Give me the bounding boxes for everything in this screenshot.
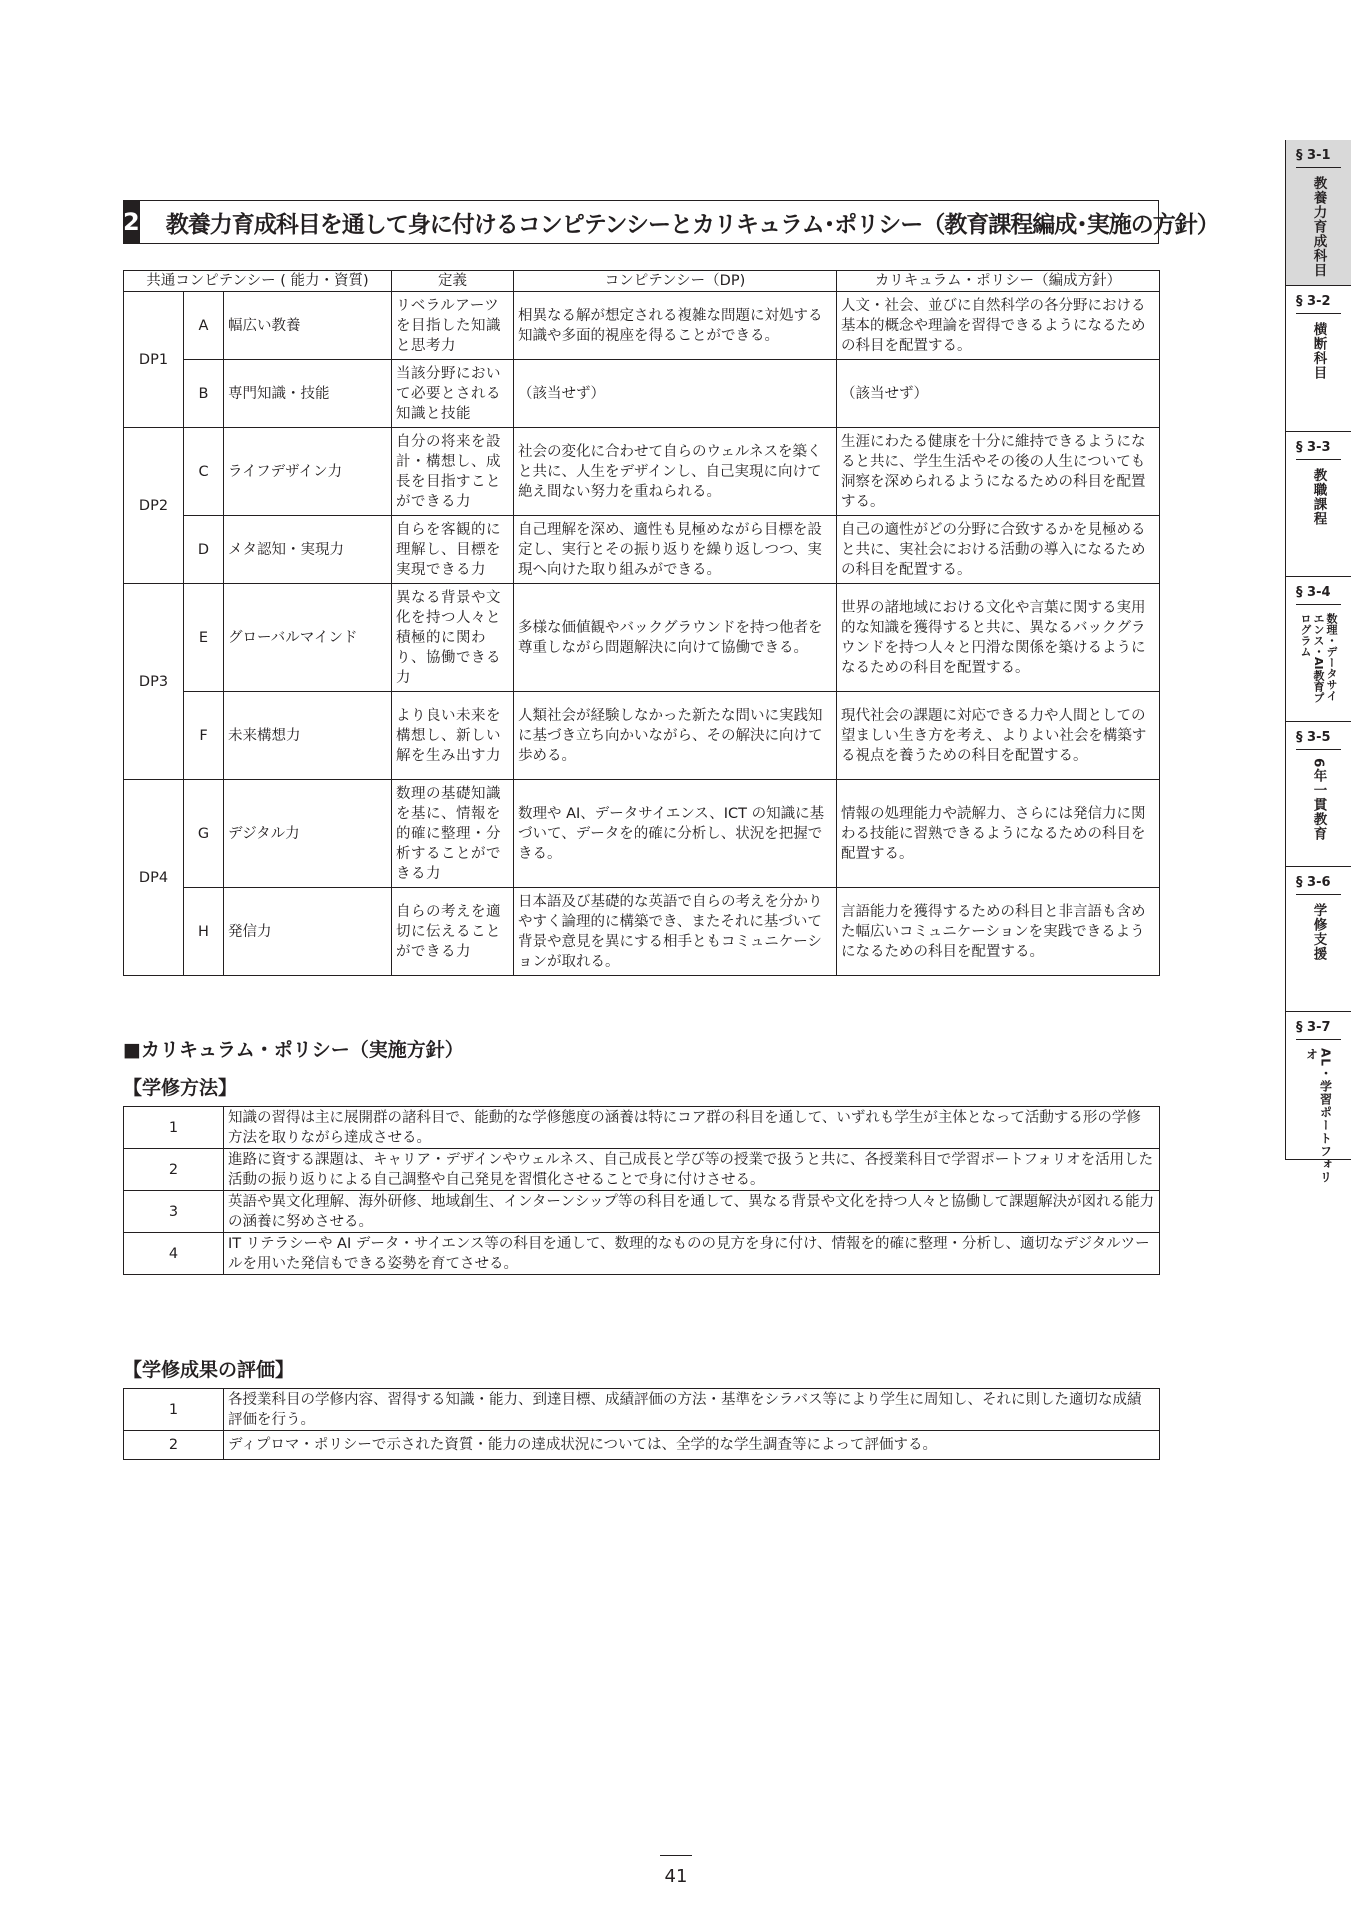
table-row [124,516,1160,584]
evaluation-number: 1 [124,1389,224,1431]
method-number: 2 [124,1149,224,1191]
row-definition: 異なる背景や文化を持つ人々と積極的に関わり、協働できる力 [392,584,514,692]
table-row [124,1149,1160,1191]
row-name: 幅広い教養 [224,292,392,360]
row-letter: A [184,292,224,360]
row-name: デジタル力 [224,780,392,888]
row-letter: D [184,516,224,584]
method-number: 3 [124,1191,224,1233]
section-header [123,200,1219,244]
side-index-tabs [1285,140,1351,1184]
page-number-rule [660,1855,692,1856]
row-policy: 情報の処理能力や読解力、さらには発信力に関わる技能に習熟できるようになるための科目を配置する。 [837,780,1160,888]
table-row [124,360,1160,428]
method-number: 4 [124,1233,224,1275]
side-tab-3-3[interactable] [1285,432,1351,577]
table-row [124,692,1160,780]
row-policy: （該当せず） [837,360,1160,428]
row-letter: B [184,360,224,428]
row-letter: H [184,888,224,976]
row-definition: 自分の将来を設計・構想し、成長を目指すことができる力 [392,428,514,516]
side-tab-rule [1296,604,1341,605]
side-tab-3-7[interactable] [1285,1012,1351,1184]
method-number: 1 [124,1107,224,1149]
row-definition: 当該分野において必要とされる知識と技能 [392,360,514,428]
row-name: ライフデザイン力 [224,428,392,516]
evaluation-number: 2 [124,1431,224,1460]
dp-label: DP3 [124,584,184,780]
row-name: メタ認知・実現力 [224,516,392,584]
row-policy: 現代社会の課題に対応できる力や人間としての望ましい生き方を考え、よりよい社会を構築する視点を養うための科目を配置する。 [837,692,1160,780]
side-tab-rule [1296,894,1341,895]
row-competency: 自己理解を深め、適性も見極めながら目標を設定し、実行とその振り返りを繰り返しつつ、実現へ向けた取り組みができる。 [514,516,837,584]
row-competency: 数理や AI、データサイエンス、ICT の知識に基づいて、データを的確に分析し、状況を把握できる。 [514,780,837,888]
row-competency: 社会の変化に合わせて自らのウェルネスを築くと共に、人生をデザインし、自己実現に向けて絶え間ない努力を重ねられる。 [514,428,837,516]
row-competency: 多様な価値観やバックグラウンドを持つ他者を尊重しながら問題解決に向けて協働できる。 [514,584,837,692]
table-row [124,292,1160,360]
policy-heading: ■カリキュラム・ポリシー（実施方針） [123,1039,464,1061]
header-dp: コンピテンシー（DP) [514,271,837,292]
table-row [124,780,1160,888]
header-policy: カリキュラム・ポリシー（編成方針） [837,271,1160,292]
dp-label: DP4 [124,780,184,976]
table-row [124,584,1160,692]
table-row [124,1389,1160,1431]
row-policy: 人文・社会、並びに自然科学の各分野における基本的概念や理論を習得できるようになるための科目を配置する。 [837,292,1160,360]
methods-table [123,1106,1160,1275]
side-tab-rule [1296,1039,1341,1040]
row-name: 専門知識・技能 [224,360,392,428]
side-tab-label: 学修支援 [1310,903,1327,961]
table-row [124,1191,1160,1233]
row-policy: 自己の適性がどの分野に合致するかを見極めると共に、実社会における活動の導入になるための科目を配置する。 [837,516,1160,584]
competency-table [123,270,1160,976]
header-competency-name: 共通コンピテンシー ( 能力・資質) [124,271,392,292]
evaluation-text: ディプロマ・ポリシーで示された資質・能力の達成状況については、全学的な学生調査等によって評価する。 [224,1431,1160,1460]
evaluation-heading: 【学修成果の評価】 [123,1359,295,1381]
side-tab-label: 6年一貫教育 [1310,758,1327,841]
row-competency: 人類社会が経験しなかった新たな問いに実践知に基づき立ち向かいながら、その解決に向けて歩める。 [514,692,837,780]
side-tab-label: 教職課程 [1310,468,1327,526]
method-text: IT リテラシーや AI データ・サイエンス等の科目を通して、数理的なものの見方を身に付け、情報を的確に整理・分析し、適切なデジタルツールを用いた発信もできる姿勢を育てさせる。 [224,1233,1160,1275]
row-name: 発信力 [224,888,392,976]
row-definition: 数理の基礎知識を基に、情報を的確に整理・分析することができる力 [392,780,514,888]
section-title: 教養力育成科目を通して身に付けるコンピテンシーとカリキュラム･ポリシー（教育課程編成･実施の方針） [165,211,1219,238]
row-letter: G [184,780,224,888]
table-row [124,1431,1160,1460]
row-letter: F [184,692,224,780]
row-name: 未来構想力 [224,692,392,780]
table-row [124,1233,1160,1275]
row-definition: より良い未来を構想し、新しい解を生み出す力 [392,692,514,780]
side-tab-rule [1296,749,1341,750]
row-letter: E [184,584,224,692]
section-number: 2 [123,200,140,244]
side-tab-label: 数理・データサイエンス・AI教育プログラム [1299,613,1338,703]
side-tab-rule [1296,167,1341,168]
side-tab-number: § 3-7 [1296,1020,1331,1035]
header-definition: 定義 [392,271,514,292]
side-tab-rule [1296,313,1341,314]
side-tab-label: AL・学習ポートフォリオ [1304,1048,1333,1184]
side-tab-label: 横断科目 [1310,322,1327,380]
dp-label: DP1 [124,292,184,428]
row-competency: 日本語及び基礎的な英語で自らの考えを分かりやすく論理的に構築でき、またそれに基づいて背景や意見を異にする相手ともコミュニケーションが取れる。 [514,888,837,976]
table-row [124,1107,1160,1149]
evaluation-text: 各授業科目の学修内容、習得する知識・能力、到達目標、成績評価の方法・基準をシラバス等により学生に周知し、それに則した適切な成績評価を行う。 [224,1389,1160,1431]
evaluation-table [123,1388,1160,1460]
row-competency: 相異なる解が想定される複雑な問題に対処する知識や多面的視座を得ることができる。 [514,292,837,360]
side-tab-rule [1296,459,1341,460]
row-definition: リベラルアーツを目指した知識と思考力 [392,292,514,360]
side-tab-number: § 3-3 [1296,440,1331,455]
table-header-row [124,271,1160,292]
row-letter: C [184,428,224,516]
side-tab-number: § 3-2 [1296,294,1331,309]
side-tab-3-6[interactable] [1285,867,1351,1012]
row-definition: 自らを客観的に理解し、目標を実現できる力 [392,516,514,584]
row-policy: 世界の諸地域における文化や言葉に関する実用的な知識を獲得すると共に、異なるバックグラウンドを持つ人々と円滑な関係を築けるようになるための科目を配置する。 [837,584,1160,692]
side-tab-3-2[interactable] [1285,286,1351,432]
dp-label: DP2 [124,428,184,584]
table-row [124,428,1160,516]
side-tab-number: § 3-6 [1296,875,1331,890]
side-tab-number: § 3-1 [1296,148,1331,163]
row-definition: 自らの考えを適切に伝えることができる力 [392,888,514,976]
row-competency: （該当せず） [514,360,837,428]
method-text: 知識の習得は主に展開群の諸科目で、能動的な学修態度の涵養は特にコア群の科目を通して、いずれも学生が主体となって活動する形の学修方法を取りながら達成させる。 [224,1107,1160,1149]
row-policy: 言語能力を獲得するための科目と非言語も含めた幅広いコミュニケーションを実践できるようになるための科目を配置する。 [837,888,1160,976]
side-tab-3-4[interactable] [1285,577,1351,722]
method-text: 英語や異文化理解、海外研修、地域創生、インターンシップ等の科目を通して、異なる背景や文化を持つ人々と協働して課題解決が図れる能力の涵養に努めさせる。 [224,1191,1160,1233]
row-policy: 生涯にわたる健康を十分に維持できるようになると共に、学生生活やその後の人生についても洞察を深められるようになるための科目を配置する。 [837,428,1160,516]
page-number: 41 [664,1866,688,1887]
row-name: グローバルマインド [224,584,392,692]
table-row [124,888,1160,976]
side-tab-label: 教養力育成科目 [1310,176,1327,278]
side-tab-3-5[interactable] [1285,722,1351,867]
side-tab-number: § 3-4 [1296,585,1331,600]
side-tab-3-1[interactable] [1285,140,1351,286]
method-text: 進路に資する課題は、キャリア・デザインやウェルネス、自己成長と学び等の授業で扱うと共に、各授業科目で学習ポートフォリオを活用した活動の振り返りによる自己調整や自己発見を習慣化させることで身に付けさせる。 [224,1149,1160,1191]
side-tab-number: § 3-5 [1296,730,1331,745]
methods-heading: 【学修方法】 [123,1077,238,1099]
